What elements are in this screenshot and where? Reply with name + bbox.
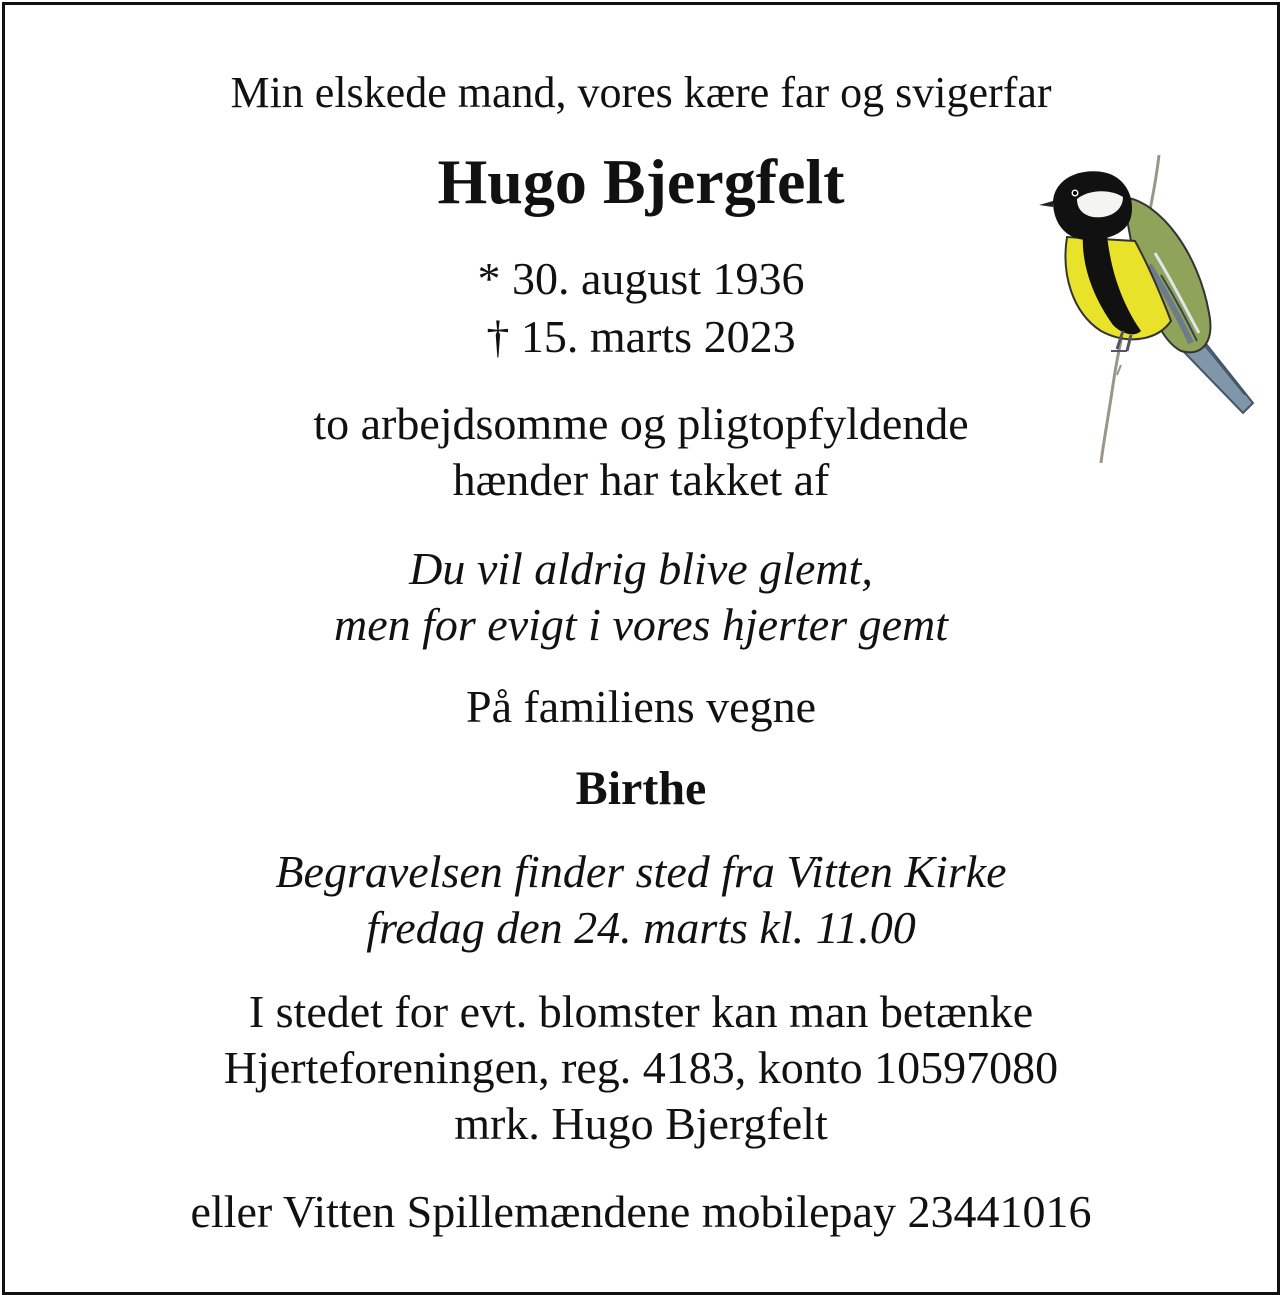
donation-line-2: Hjerteforeningen, reg. 4183, konto 10597080 [223, 1042, 1059, 1093]
birth-date: * 30. august 1936 [477, 253, 805, 304]
notice-frame [2, 2, 1280, 1295]
obituary-notice [5, 5, 1277, 1292]
burial-line-1: Begravelsen finder sted fra Vitten Kirke [275, 846, 1007, 897]
verse-line-1: Du vil aldrig blive glemt, [409, 543, 873, 594]
intro-line: Min elskede mand, vores kære far og svigerfar [230, 68, 1052, 117]
deceased-name: Hugo Bjergfelt [437, 146, 845, 217]
on-behalf-line: På familiens vegne [465, 681, 816, 732]
donation-line-3: mrk. Hugo Bjergfelt [454, 1098, 828, 1149]
great-tit-bird-icon [1031, 145, 1271, 465]
tribute-line-2: hænder har takket af [452, 454, 830, 505]
burial-line-2: fredag den 24. marts kl. 11.00 [366, 902, 916, 953]
verse-line-2: men for evigt i vores hjerter gemt [333, 599, 949, 650]
donation-line-1: I stedet for evt. blomster kan man betænke [248, 986, 1034, 1037]
signature: Birthe [575, 762, 707, 815]
death-date: † 15. marts 2023 [486, 311, 796, 362]
tribute-line-1: to arbejdsomme og pligtopfyldende [313, 398, 969, 449]
mobilepay-line: eller Vitten Spillemændene mobilepay 23441016 [190, 1186, 1092, 1237]
